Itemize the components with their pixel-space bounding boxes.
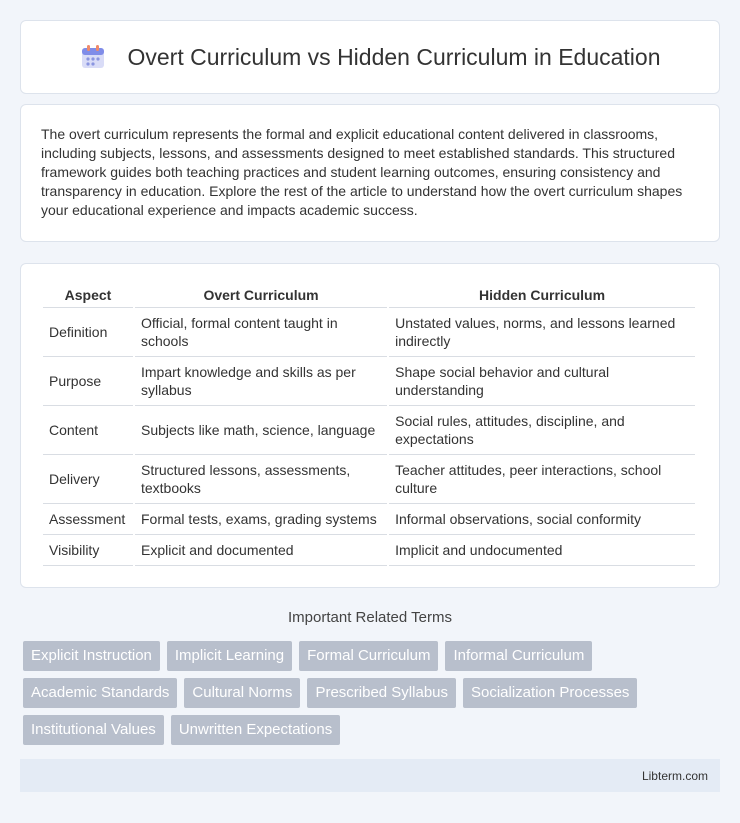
related-term-tag[interactable]: Socialization Processes <box>463 678 637 708</box>
cell-overt: Explicit and documented <box>135 535 387 566</box>
related-terms-list <box>23 641 723 745</box>
cell-aspect: Definition <box>43 308 133 357</box>
related-term-tag[interactable]: Institutional Values <box>23 715 164 745</box>
header-hidden: Hidden Curriculum <box>389 282 695 308</box>
related-term-tag[interactable]: Formal Curriculum <box>299 641 438 671</box>
cell-aspect: Visibility <box>43 535 133 566</box>
table-header-row <box>43 282 695 308</box>
cell-hidden: Shape social behavior and cultural understanding <box>389 357 695 406</box>
related-term-tag[interactable]: Explicit Instruction <box>23 641 160 671</box>
intro-paragraph: The overt curriculum represents the formal and explicit educational content delivered in classrooms, including subjects, lessons, and assessments designed to meet established standards. This structured framework guides both teaching practices and student learning outcomes, ensuring consistency and transparency in education. Explore the rest of the article to understand how the overt curriculum shapes your educational experience and impacts academic success. <box>41 126 683 218</box>
table-row <box>43 357 695 406</box>
comparison-table <box>41 282 697 566</box>
cell-aspect: Purpose <box>43 357 133 406</box>
cell-overt: Formal tests, exams, grading systems <box>135 504 387 535</box>
cell-hidden: Unstated values, norms, and lessons learned indirectly <box>389 308 695 357</box>
related-term-tag[interactable]: Academic Standards <box>23 678 177 708</box>
cell-hidden: Teacher attitudes, peer interactions, school culture <box>389 455 695 504</box>
related-term-tag[interactable]: Cultural Norms <box>184 678 300 708</box>
cell-aspect: Assessment <box>43 504 133 535</box>
cell-hidden: Informal observations, social conformity <box>389 504 695 535</box>
related-terms-title: Important Related Terms <box>288 609 452 626</box>
cell-hidden: Social rules, attitudes, discipline, and expectations <box>389 406 695 455</box>
page-title: Overt Curriculum vs Hidden Curriculum in Education <box>127 43 661 70</box>
cell-hidden: Implicit and undocumented <box>389 535 695 566</box>
header-aspect: Aspect <box>43 282 133 308</box>
cell-overt: Subjects like math, science, language <box>135 406 387 455</box>
cell-overt: Official, formal content taught in schools <box>135 308 387 357</box>
footer <box>20 759 720 792</box>
header-overt: Overt Curriculum <box>135 282 387 308</box>
table-row <box>43 535 695 566</box>
cell-aspect: Content <box>43 406 133 455</box>
comparison-table-card <box>20 263 720 588</box>
title-card <box>20 20 720 94</box>
table-row <box>43 308 695 357</box>
table-row <box>43 406 695 455</box>
related-term-tag[interactable]: Implicit Learning <box>167 641 292 671</box>
calendar-icon <box>79 43 107 71</box>
intro-card <box>20 104 720 242</box>
footer-site-link[interactable]: Libterm.com <box>641 768 708 783</box>
related-term-tag[interactable]: Prescribed Syllabus <box>307 678 456 708</box>
cell-overt: Impart knowledge and skills as per syllabus <box>135 357 387 406</box>
table-row <box>43 455 695 504</box>
cell-overt: Structured lessons, assessments, textbooks <box>135 455 387 504</box>
table-row <box>43 504 695 535</box>
related-term-tag[interactable]: Unwritten Expectations <box>171 715 340 745</box>
cell-aspect: Delivery <box>43 455 133 504</box>
related-term-tag[interactable]: Informal Curriculum <box>445 641 592 671</box>
